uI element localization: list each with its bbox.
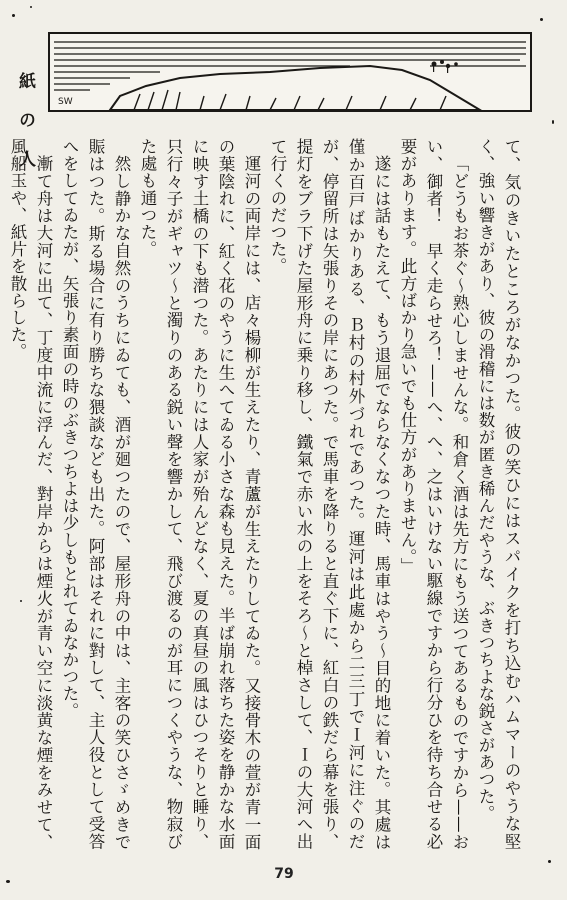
paragraph: 「どうもお茶ぐ〜熟心しませんな。和倉く酒は先方にもう送つてあるものですから——おい、御者！ 早く走らせろ！——へ、へ、之はいけない駆線ですから行分ひを待ち合せる必要があります。此方ばかり急いでも仕方がありません。」 — [398, 138, 469, 850]
paragraph: 然し静かな自然のうちにゐても、酒が廻つたので、屋形舟の中は、主客の笑ひさゞめきで賑はつた。斯る場合に有り勝ちな猥談なども出た。阿部はそれに對して、主人役として受答へをしてゐたが、矢張り素面の時のぶきつちよは少しもとれてゐなかつた。 — [60, 138, 131, 850]
paragraph: 運河の両岸には、店々楊柳が生えたり、青蘆が生えたりしてゐた。又接骨木の萱が青一面の葉陰れに、紅く花のやうに生へてゐる小さな森も見えた。半ば崩れ落ちた姿を静かな水面に映す土橋の下も潜つた。あたりには人家が殆んどなく、夏の真昼の風はひつそりと睡り、只行々子がギャツ〜と濁りのある鋭い聲を響かして、飛び渡るのが耳につくやうな、物寂びた處も通つた。 — [138, 138, 261, 850]
paragraph: 漸て舟は大河に出て、丁度中流に浮んだ、對岸からは煙火が青い空に淡黄な煙をみせて、風船玉や、紙片を散らした。 — [8, 138, 53, 850]
vignette-signature: SW — [58, 97, 73, 107]
landscape-illustration-icon — [50, 34, 530, 110]
landscape-vignette — [48, 32, 532, 112]
paragraph: 遂には話もたえて、もう退屈でならなくなつた時、馬車はやう〜目的地に着いた。其處は僅か百戸ばかりある、Ｂ村の村外づれであつた。運河は此處から二三丁でＩ河に注ぐのだが、停留所は矢張りその岸にあつた。で馬車を降りると直ぐ下に、紅白の鉄だら幕を張り、提灯をブラ下げた屋形舟に乗り移し、鐵氣で赤い水の上をそろ〜と棹さして、Ｉの大河へ出て行くのだつた。 — [268, 138, 391, 850]
story-text — [8, 138, 524, 850]
paragraph: て、気のきいたところがなかつた。彼の笑ひにはスパイクを打ち込むハムマーのやうな堅く、強い響きがあり、彼の滑稽には数が匿き稀んだやうな、ぶきつちよな鋭さがあつた。 — [476, 138, 521, 850]
page-number: 79 — [274, 866, 294, 882]
section-title: 紙の人 — [15, 72, 35, 189]
